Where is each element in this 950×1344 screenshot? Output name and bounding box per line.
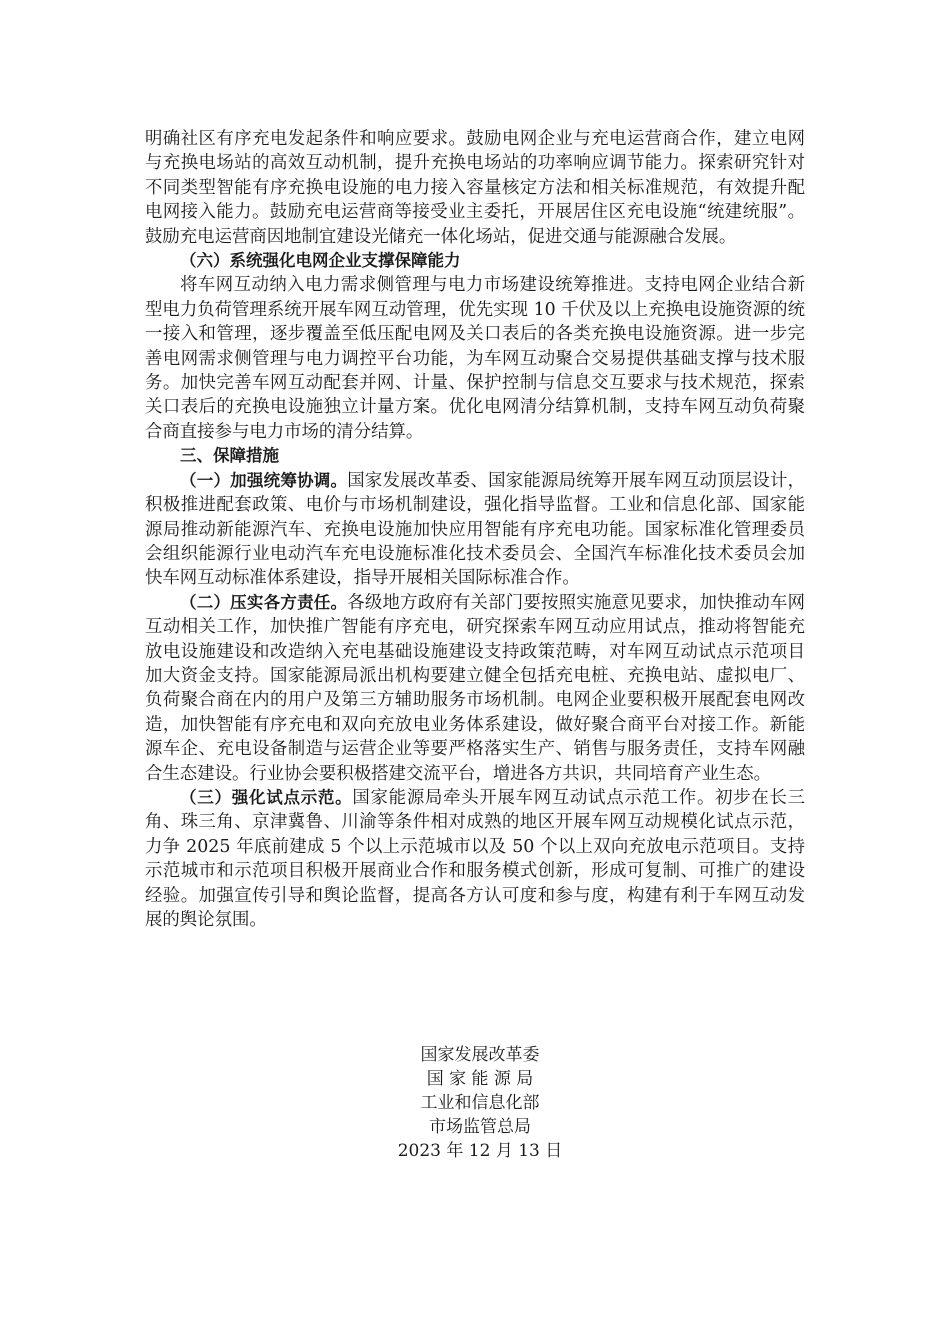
signatory-samr: 市场监管总局	[429, 1117, 531, 1137]
paragraph-community-charging: 明确社区有序充电发起条件和响应要求。鼓励电网企业与充电运营商合作，建立电网与充换电场站的高效互动机制，提升充换电场站的功率响应调节能力。探索研究针对不同类型智能有序充换电设施的电力接入容量核定方法和相关标准规范，有效提升配电网接入能力。鼓励充电运营商等接受业主委托，开展居住区充电设施“统建统服”。鼓励充电运营商因地制宜建设光储充一体化场站，促进交通与能源融合发展。	[145, 129, 805, 247]
document-body	[145, 127, 805, 932]
text-pilot-demo: 国家能源局牵头开展车网互动试点示范工作。初步在长三角、珠三角、京津冀鲁、川渝等条件相对成熟的地区开展车网互动规模化试点示范，力争 2025 年底前建成 5 个以上示范城市以及 50 个以上双向充放电示范项目。支持示范城市和示范项目积极开展商业合作和服务模式创新，形成可复制、可推广的建设经验。加强宣传引导和舆论监督，提高各方认可度和参与度，构建有利于车网互动发展的舆论氛围。	[145, 787, 805, 930]
lead-pilot-demo: （三）强化试点示范。	[180, 787, 353, 807]
paragraph-grid-support: 将车网互动纳入电力需求侧管理与电力市场建设统筹推进。支持电网企业结合新型电力负荷管理系统开展车网互动管理，优先实现 10 千伏及以上充换电设施资源的统一接入和管理，逐步覆盖至低压配电网及关口表后的各类充换电设施资源。进一步完善电网需求侧管理与电力调控平台功能，为车网互动聚合交易提供基础支撑与技术服务。加快完善车网互动配套并网、计量、保护控制与信息交互要求与技术规范，探索关口表后的充换电设施独立计量方案。优化电网清分结算机制，支持车网互动负荷聚合商直接参与电力市场的清分结算。	[145, 275, 805, 442]
paragraph-pilot-demo	[145, 786, 805, 932]
signature-block	[380, 1043, 580, 1163]
signature-date: 2023 年 12 月 13 日	[397, 1141, 563, 1161]
signatory-ndrc: 国家发展改革委	[420, 1045, 540, 1065]
lead-responsibility: （二）压实各方责任。	[180, 592, 348, 612]
heading-grid-support: （六）系统强化电网企业支撑保障能力	[180, 251, 461, 271]
paragraph-responsibility	[145, 591, 805, 786]
text-responsibility: 各级地方政府有关部门要按照实施意见要求，加快推动车网互动相关工作，加快推广智能有序充电，研究探索车网互动应用试点，推动将智能充放电设施建设和改造纳入充电基础设施建设支持政策范畴，对车网互动试点示范项目加大资金支持。国家能源局派出机构要建立健全包括充电桩、充换电站、虚拟电厂、负荷聚合商在内的用户及第三方辅助服务市场机制。电网企业要积极开展配套电网改造，加快智能有序充电和双向充放电业务体系建设，做好聚合商平台对接工作。新能源车企、充电设备制造与运营企业等要严格落实生产、销售与服务责任，支持车网融合生态建设。行业协会要积极搭建交流平台，增进各方共识，共同培育产业生态。	[145, 592, 806, 784]
lead-coordination: （一）加强统筹协调。	[180, 470, 348, 490]
paragraph-coordination	[145, 469, 805, 591]
signatory-nea: 国 家 能 源 局	[426, 1069, 534, 1089]
heading-safeguard-measures: 三、保障措施	[180, 446, 279, 466]
signatory-miit: 工业和信息化部	[420, 1093, 540, 1113]
text-coordination: 国家发展改革委、国家能源局统筹开展车网互动顶层设计，积极推进配套政策、电价与市场机制建设，强化指导监督。工业和信息化部、国家能源局推动新能源汽车、充换电设施加快应用智能有序充电功能。国家标准化管理委员会组织能源行业电动汽车充电设施标准化技术委员会、全国汽车标准化技术委员会加快车网互动标准体系建设，指导开展相关国际标准合作。	[145, 470, 806, 589]
